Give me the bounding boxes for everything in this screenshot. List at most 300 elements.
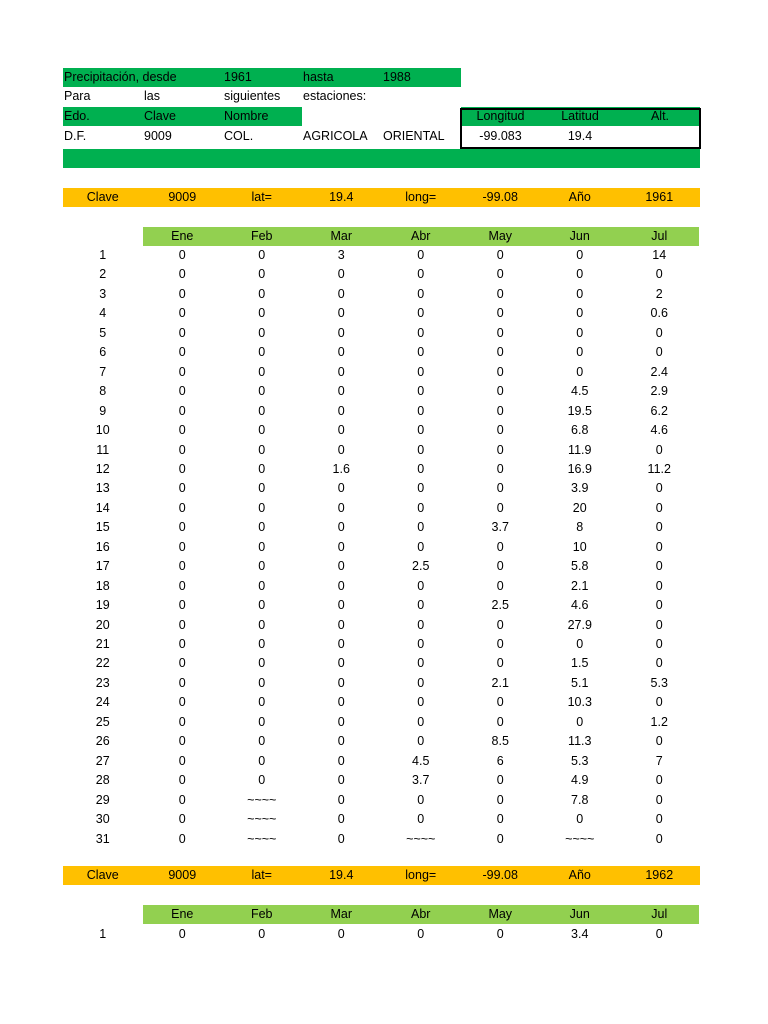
- precip-value: 0: [258, 286, 266, 301]
- precip-value: 0: [337, 617, 345, 632]
- table-row: [63, 538, 699, 557]
- day-number: 18: [95, 578, 110, 593]
- precip-value: 0: [496, 500, 504, 515]
- alt-header: Alt.: [650, 109, 670, 123]
- precip-value: 0: [417, 403, 425, 418]
- precip-value: 0: [417, 384, 425, 399]
- precip-value: 0: [417, 656, 425, 671]
- day-number: 1: [99, 248, 107, 262]
- precip-value: 0: [417, 927, 425, 941]
- precip-value: 0: [337, 267, 345, 282]
- precip-value: 0: [655, 617, 663, 632]
- precip-value: 0: [576, 345, 584, 360]
- precip-value: 0: [178, 598, 186, 613]
- precip-value: 0: [337, 734, 345, 749]
- month-header-row: [143, 905, 700, 924]
- table-row: [63, 479, 699, 498]
- precip-value: 6.2: [650, 403, 668, 418]
- precip-value: 0: [496, 637, 504, 651]
- precip-value: 2.9: [650, 384, 668, 399]
- info-cell: -99.08: [482, 868, 518, 882]
- precip-value: 0: [258, 325, 266, 340]
- precip-value: 0: [178, 364, 186, 379]
- precip-value: 0: [496, 831, 504, 846]
- day-number: 14: [95, 500, 110, 515]
- latitud-value: 19.4: [567, 129, 593, 143]
- precip-value: 0: [178, 481, 186, 496]
- info-cell: -99.08: [482, 190, 518, 204]
- longitud-value: -99.083: [479, 129, 522, 143]
- edo-header: Edo.: [64, 109, 90, 123]
- precip-value: 0: [496, 695, 504, 710]
- precip-value: 6: [496, 753, 504, 768]
- precip-value: 0: [178, 520, 186, 535]
- precip-value: 0: [496, 461, 504, 476]
- table-row: [63, 732, 699, 751]
- precip-value: 0: [417, 675, 425, 690]
- precip-value: 0: [417, 598, 425, 613]
- precip-value: 0: [496, 345, 504, 360]
- info-cell: long=: [405, 190, 437, 204]
- precip-value: 0: [258, 345, 266, 360]
- hasta-label: hasta: [303, 70, 334, 84]
- precip-value: 0: [178, 656, 186, 671]
- precip-value: 0: [496, 656, 504, 671]
- year-to: 1988: [383, 70, 411, 84]
- day-number: 28: [95, 773, 110, 788]
- precip-value: ~~~~: [406, 831, 436, 846]
- precip-value: 0: [258, 500, 266, 515]
- precip-value: 7.8: [571, 792, 589, 807]
- precip-value: 0: [655, 831, 663, 846]
- day-number: 3: [99, 286, 107, 301]
- day-number: 16: [95, 539, 110, 554]
- precip-value: 0: [337, 773, 345, 788]
- precip-value: 0: [178, 286, 186, 301]
- nombre-header: Nombre: [224, 109, 269, 123]
- precip-value: 0: [417, 539, 425, 554]
- precip-value: 0: [576, 637, 584, 651]
- precip-value: 6.8: [571, 423, 589, 438]
- precip-value: 0: [655, 442, 663, 457]
- precip-value: 11.9: [568, 442, 592, 457]
- table-row: [63, 441, 699, 460]
- precip-value: 0: [178, 637, 186, 651]
- day-number: 12: [95, 461, 110, 476]
- day-number: 11: [96, 442, 110, 457]
- table-row: [63, 596, 699, 615]
- precip-value: 5.3: [571, 753, 589, 768]
- precip-value: 0: [337, 423, 345, 438]
- precip-value: 3.7: [412, 773, 430, 788]
- siguientes-label: siguientes: [224, 89, 281, 103]
- precip-value: 0: [258, 637, 266, 651]
- day-number: 20: [95, 617, 110, 632]
- coordinates-box: [460, 108, 701, 149]
- month-header: May: [488, 907, 513, 921]
- table-row: [63, 421, 699, 440]
- precip-value: 0: [178, 345, 186, 360]
- day-number: 15: [95, 520, 110, 535]
- day-number: 4: [99, 306, 107, 321]
- precip-value: 0: [258, 364, 266, 379]
- precip-value: 0: [337, 539, 345, 554]
- precip-value: 0: [417, 442, 425, 457]
- info-cell: 9009: [168, 868, 197, 882]
- precip-value: 20: [572, 500, 587, 515]
- precip-value: 0: [178, 442, 186, 457]
- precip-value: 0: [417, 364, 425, 379]
- precip-value: 2.5: [491, 598, 509, 613]
- precip-value: 0: [258, 248, 266, 262]
- precip-value: 11.3: [568, 734, 592, 749]
- precip-value: 0: [258, 267, 266, 282]
- precip-value: 0: [496, 559, 504, 574]
- day-number: 23: [95, 675, 110, 690]
- precip-value: 0: [496, 481, 504, 496]
- table-row: [63, 925, 699, 944]
- day-number: 22: [95, 656, 110, 671]
- precip-value: 3.9: [571, 481, 589, 496]
- precip-value: 0: [496, 306, 504, 321]
- table-row: [63, 324, 699, 343]
- precip-value: 0: [417, 325, 425, 340]
- precip-value: 0: [496, 403, 504, 418]
- month-header: Jun: [569, 229, 590, 243]
- precip-value: 0: [417, 248, 425, 262]
- day-number: 9: [99, 403, 107, 418]
- table-row: [63, 791, 699, 810]
- precip-value: 0: [178, 325, 186, 340]
- precip-value: 0: [258, 734, 266, 749]
- precip-value: 0: [576, 812, 584, 827]
- table-row: [63, 654, 699, 673]
- table-row: [63, 499, 699, 518]
- info-cell: Clave: [86, 190, 119, 204]
- info-cell: 1961: [645, 190, 674, 204]
- precip-value: 0: [496, 773, 504, 788]
- precip-value: 4.9: [571, 773, 589, 788]
- precip-value: 0: [496, 714, 504, 729]
- table-row: [63, 693, 699, 712]
- precip-value: 0: [258, 539, 266, 554]
- precip-value: 0: [258, 714, 266, 729]
- month-header: Ene: [171, 229, 194, 243]
- table-row: [63, 285, 699, 304]
- precip-value: 0: [576, 267, 584, 282]
- precip-value: 0: [496, 442, 504, 457]
- day-number: 31: [95, 831, 110, 846]
- day-number: 19: [95, 598, 110, 613]
- precip-value: 5.8: [571, 559, 589, 574]
- table-row: [63, 265, 699, 284]
- precip-value: 0: [337, 598, 345, 613]
- day-number: 1: [99, 927, 107, 941]
- precip-value: 0: [337, 559, 345, 574]
- precip-value: 0: [178, 714, 186, 729]
- month-header: Feb: [250, 907, 273, 921]
- precip-value: 0: [178, 423, 186, 438]
- precip-value: 2.4: [650, 364, 668, 379]
- para-label: Para: [64, 89, 91, 103]
- precip-value: 0: [258, 927, 266, 941]
- precip-value: 0: [178, 248, 186, 262]
- precip-value: 0: [178, 461, 186, 476]
- precip-value: 0: [178, 384, 186, 399]
- precip-value: 0: [258, 578, 266, 593]
- month-header: Abr: [411, 229, 431, 243]
- station-row: [63, 127, 461, 146]
- precip-value: 0: [337, 306, 345, 321]
- day-number: 6: [99, 345, 107, 360]
- precip-value: 0: [576, 325, 584, 340]
- precip-value: 0: [337, 927, 345, 941]
- precip-value: 0: [496, 423, 504, 438]
- precip-value: 3.4: [571, 927, 589, 941]
- precip-value: 0: [417, 423, 425, 438]
- month-header: Ene: [171, 907, 194, 921]
- day-number: 25: [95, 714, 110, 729]
- precip-value: 11.2: [647, 461, 671, 476]
- precip-value: 0: [496, 927, 504, 941]
- precip-value: ~~~~: [247, 831, 277, 846]
- day-number: 17: [95, 559, 110, 574]
- precip-value: 27.9: [567, 617, 592, 632]
- precip-value: 0: [576, 364, 584, 379]
- precip-value: 0: [178, 675, 186, 690]
- precip-value: 0: [655, 325, 663, 340]
- table-row: [63, 635, 699, 654]
- month-header: Feb: [250, 229, 273, 243]
- precip-value: 0: [496, 792, 504, 807]
- precip-value: 0: [258, 384, 266, 399]
- precip-value: 0: [417, 461, 425, 476]
- precip-value: 0: [496, 267, 504, 282]
- precip-value: 0: [337, 325, 345, 340]
- precip-value: 0: [258, 461, 266, 476]
- precip-value: 3.7: [491, 520, 509, 535]
- precip-value: 0: [337, 753, 345, 768]
- precip-value: 0: [258, 598, 266, 613]
- precip-value: 0: [496, 248, 504, 262]
- precip-value: 1.2: [650, 714, 668, 729]
- precip-value: 2.5: [412, 559, 430, 574]
- table-row: [63, 518, 699, 537]
- info-cell: Año: [568, 190, 591, 204]
- precip-value: 0: [417, 267, 425, 282]
- precip-value: 0: [178, 734, 186, 749]
- precip-value: 0: [178, 306, 186, 321]
- precip-value: 0: [655, 656, 663, 671]
- precip-value: 0: [258, 520, 266, 535]
- precip-value: 16.9: [567, 461, 592, 476]
- precip-value: 0: [417, 734, 425, 749]
- precip-value: 0: [417, 306, 425, 321]
- precip-value: 0: [417, 637, 425, 651]
- precip-value: 0: [417, 500, 425, 515]
- precip-value: 0: [258, 423, 266, 438]
- day-number: 29: [95, 792, 110, 807]
- precip-value: 0: [496, 812, 504, 827]
- station-name-3: ORIENTAL: [383, 129, 445, 143]
- month-header: Mar: [330, 907, 353, 921]
- table-row: [63, 304, 699, 323]
- info-cell: long=: [405, 868, 437, 882]
- precip-value: 0: [417, 481, 425, 496]
- precip-value: 0: [496, 539, 504, 554]
- precip-value: 0: [417, 617, 425, 632]
- precip-value: 3: [337, 248, 345, 262]
- precip-value: 0: [258, 403, 266, 418]
- info-cell: Año: [568, 868, 591, 882]
- precip-value: 0.6: [650, 306, 668, 321]
- table-row: [63, 402, 699, 421]
- precip-value: 0: [417, 578, 425, 593]
- precip-value: 8.5: [491, 734, 509, 749]
- precip-value: 0: [655, 267, 663, 282]
- precip-value: 0: [655, 695, 663, 710]
- precip-value: 7: [655, 753, 663, 768]
- precip-value: 0: [576, 286, 584, 301]
- precip-value: 0: [655, 792, 663, 807]
- precip-value: 0: [655, 539, 663, 554]
- table-row: [63, 246, 699, 265]
- station-info-bar: [63, 866, 700, 885]
- precip-value: 0: [496, 578, 504, 593]
- precip-value: 0: [258, 559, 266, 574]
- day-number: 26: [95, 734, 110, 749]
- precip-value: 0: [337, 364, 345, 379]
- precip-value: 0: [496, 364, 504, 379]
- precip-value: 0: [496, 617, 504, 632]
- latitud-header: Latitud: [561, 109, 599, 123]
- precip-value: 0: [655, 559, 663, 574]
- las-label: las: [144, 89, 160, 103]
- table-row: [63, 830, 699, 849]
- table-row: [63, 713, 699, 732]
- table-row: [63, 460, 699, 479]
- month-header: Mar: [330, 229, 353, 243]
- precip-value: 0: [337, 520, 345, 535]
- day-number: 24: [95, 695, 110, 710]
- precip-value: 0: [655, 773, 663, 788]
- table-row: [63, 810, 699, 829]
- precip-value: 0: [576, 306, 584, 321]
- table-row: [63, 771, 699, 790]
- precip-value: 0: [178, 831, 186, 846]
- station-clave: 9009: [144, 129, 172, 143]
- precip-value: 1.5: [571, 656, 589, 671]
- precip-value: 0: [178, 753, 186, 768]
- precip-value: 0: [337, 500, 345, 515]
- precip-value: 0: [496, 286, 504, 301]
- precip-value: 0: [258, 753, 266, 768]
- title-label: Precipitación, desde: [64, 70, 177, 84]
- precip-value: 0: [655, 481, 663, 496]
- precip-value: 0: [417, 812, 425, 827]
- month-header: Abr: [411, 907, 431, 921]
- precip-value: 0: [258, 695, 266, 710]
- precip-value: 0: [337, 812, 345, 827]
- month-header-row: [143, 227, 700, 246]
- day-number: 5: [99, 325, 107, 340]
- precip-value: 0: [337, 637, 345, 651]
- precip-value: 0: [337, 792, 345, 807]
- precip-value: 0: [337, 714, 345, 729]
- precip-value: 0: [337, 403, 345, 418]
- precip-value: 4.6: [571, 598, 589, 613]
- precip-value: 0: [337, 831, 345, 846]
- precip-value: ~~~~: [247, 812, 277, 827]
- precip-value: 2.1: [571, 578, 589, 593]
- station-name-2: AGRICOLA: [303, 129, 368, 143]
- precip-value: 1.6: [332, 461, 350, 476]
- info-cell: 19.4: [329, 190, 354, 204]
- table-row: [63, 557, 699, 576]
- precip-value: 0: [496, 325, 504, 340]
- precip-value: 2: [655, 286, 663, 301]
- precip-value: 0: [178, 539, 186, 554]
- precip-value: 0: [258, 617, 266, 632]
- precip-value: 0: [417, 714, 425, 729]
- precip-value: 5.3: [650, 675, 668, 690]
- precip-value: 0: [655, 598, 663, 613]
- precip-value: 4.5: [571, 384, 589, 399]
- precip-value: 0: [178, 559, 186, 574]
- precip-value: ~~~~: [247, 792, 277, 807]
- precip-value: 0: [337, 345, 345, 360]
- precip-value: 0: [337, 481, 345, 496]
- precip-value: 0: [258, 481, 266, 496]
- precip-value: 0: [178, 403, 186, 418]
- precip-value: 0: [337, 442, 345, 457]
- info-cell: Clave: [86, 868, 119, 882]
- day-number: 27: [95, 753, 110, 768]
- precip-value: 0: [178, 927, 186, 941]
- precip-value: 0: [496, 384, 504, 399]
- table-row: [63, 752, 699, 771]
- precip-value: 0: [258, 656, 266, 671]
- table-row: [63, 343, 699, 362]
- precip-value: 0: [337, 675, 345, 690]
- precip-value: 8: [576, 520, 584, 535]
- precip-value: 4.5: [412, 753, 430, 768]
- precip-value: 0: [655, 500, 663, 515]
- precip-value: 0: [337, 286, 345, 301]
- month-header: Jun: [569, 907, 590, 921]
- precip-value: 0: [417, 792, 425, 807]
- day-number: 7: [99, 364, 107, 379]
- info-cell: lat=: [251, 190, 272, 204]
- info-cell: lat=: [251, 868, 272, 882]
- precip-value: 0: [337, 656, 345, 671]
- precip-value: 0: [258, 306, 266, 321]
- precip-value: 0: [417, 695, 425, 710]
- precip-value: 0: [337, 695, 345, 710]
- day-number: 10: [95, 423, 110, 438]
- precip-value: 19.5: [567, 403, 592, 418]
- day-number: 8: [99, 384, 107, 399]
- day-number: 30: [95, 812, 110, 827]
- precip-value: 2.1: [491, 675, 509, 690]
- precip-value: 0: [576, 248, 584, 262]
- precip-value: 0: [178, 500, 186, 515]
- header-row-3: [63, 107, 302, 126]
- precip-value: 0: [178, 773, 186, 788]
- precip-value: 14: [652, 248, 667, 262]
- precip-value: 0: [258, 773, 266, 788]
- station-info-bar: [63, 188, 700, 207]
